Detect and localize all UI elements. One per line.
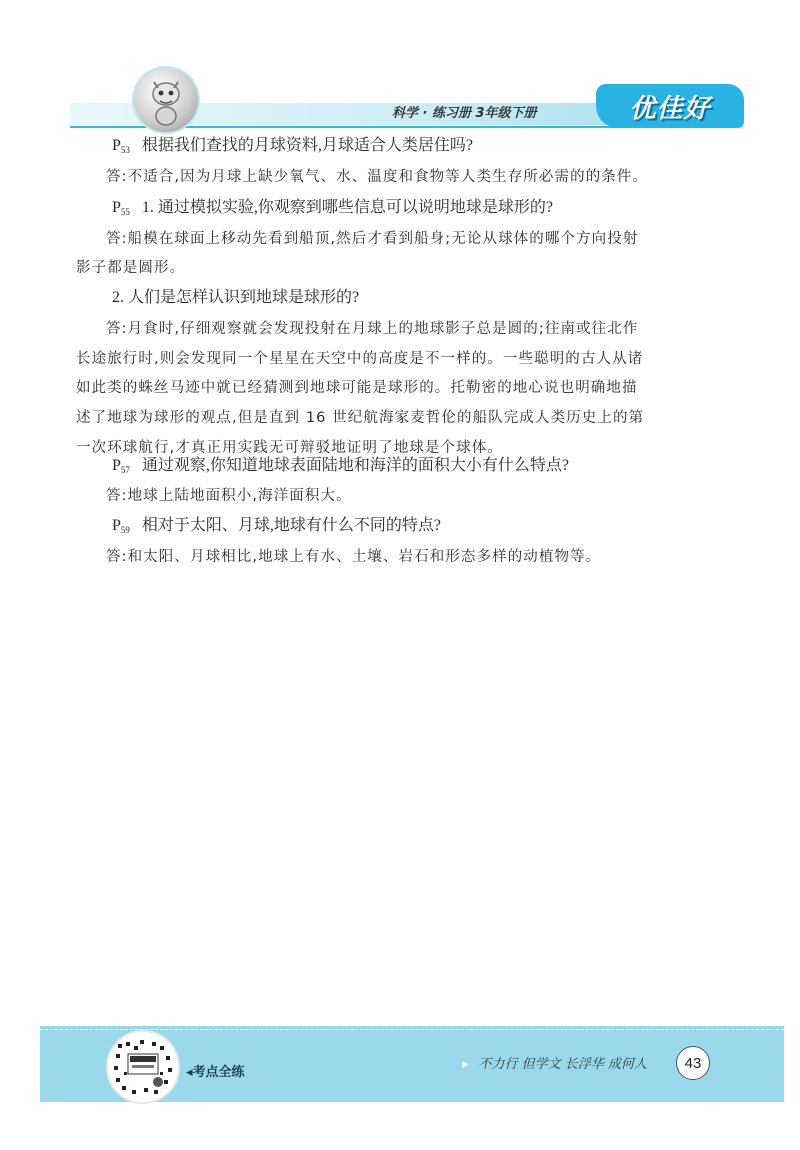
- page-ref: $P_{55}$: [112, 199, 130, 217]
- play-arrow-icon: ▸: [462, 1057, 469, 1072]
- question-p55-2: 2. 人们是怎样认识到地球是球形的?: [112, 289, 360, 306]
- answer-p55-1: 答:船模在球面上移动先看到船顶,然后才看到船身;无论从球体的哪个方向投射: [106, 231, 639, 247]
- question-p57: $P_{57}$ 通过观察,你知道地球表面陆地和海洋的面积大小有什么特点?: [112, 457, 570, 475]
- answer-p55-2-cont: 一次环球航行,才真正用实践无可辩驳地证明了地球是个球体。: [76, 440, 503, 456]
- page-ref: $P_{59}$: [112, 517, 130, 535]
- qr-label: ◂考点全练: [186, 1065, 245, 1080]
- brand-name: 优佳好: [629, 93, 711, 124]
- answer-p59: 答:和太阳、月球相比,地球上有水、土壤、岩石和形态多样的动植物等。: [106, 549, 602, 565]
- answer-p55-2: 答:月食时,仔细观察就会发现投射在月球上的地球影子总是圆的;往南或往北作: [106, 321, 639, 337]
- question-p59: $P_{59}$ 相对于太阳、月球,地球有什么不同的特点?: [112, 517, 442, 535]
- footer-dashed-rule: [40, 1029, 784, 1030]
- brand-logo: [596, 84, 744, 128]
- motto-text: 不力行 但学文 长浮华 成何人: [478, 1057, 647, 1072]
- page-number: 43: [676, 1046, 710, 1080]
- answer-p55-2-cont: 长途旅行时,则会发现同一个星星在天空中的高度是不一样的。一些聪明的古人从诸: [76, 351, 644, 367]
- motto: [462, 1053, 647, 1072]
- page-ref: $P_{57}$: [112, 457, 130, 475]
- question-p53: $P_{53}$ 根据我们查找的月球资料,月球适合人类居住吗?: [112, 137, 474, 155]
- answer-p53: 答:不适合,因为月球上缺少氧气、水、温度和食物等人类生存所必需的的条件。: [106, 169, 649, 185]
- answer-p55-1-cont: 影子都是圆形。: [76, 260, 186, 276]
- question-p55-1: $P_{55}$ 1. 通过模拟实验,你观察到哪些信息可以说明地球是球形的?: [112, 199, 554, 217]
- book-title: 科学 · 练习册 3年级下册: [392, 106, 537, 121]
- qr-code-icon[interactable]: [106, 1030, 180, 1104]
- answer-p55-2-cont: 述了地球为球形的观点,但是直到 16 世纪航海家麦哲伦的船队完成人类历史上的第: [76, 410, 645, 426]
- page-ref: $P_{53}$: [112, 137, 130, 155]
- answer-p57: 答:地球上陆地面积小,海洋面积大。: [106, 488, 352, 504]
- answer-p55-2-cont: 如此类的蛛丝马迹中就已经猜测到地球可能是球形的。托勒密的地心说也明确地描: [76, 380, 638, 396]
- mascot-logo-icon: [132, 66, 200, 134]
